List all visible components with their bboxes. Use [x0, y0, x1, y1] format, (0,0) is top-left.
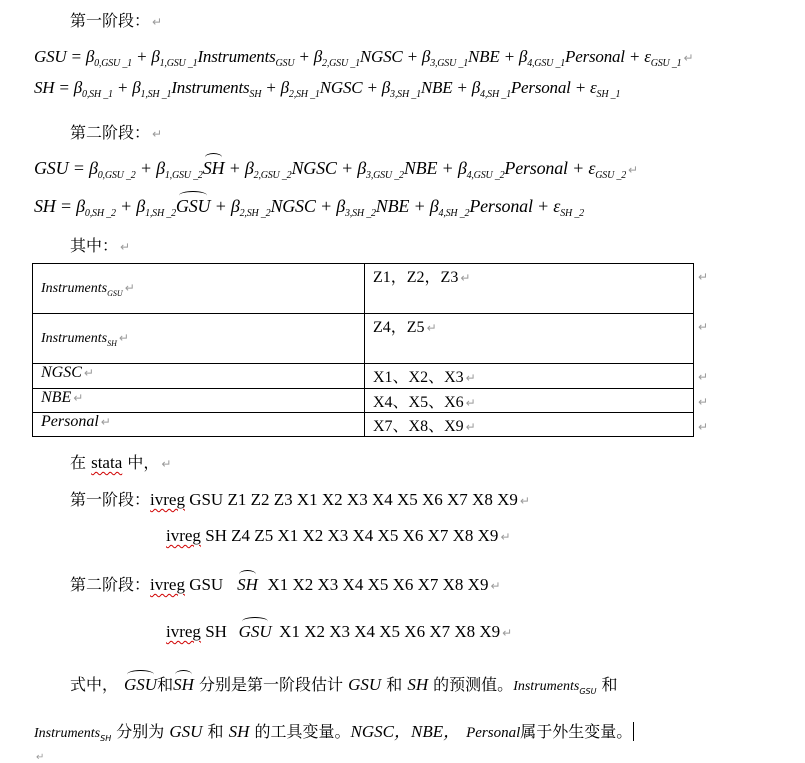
instruments-table: [32, 263, 694, 437]
table-row: [33, 364, 694, 389]
sh-hat: SH: [202, 158, 225, 178]
stata-intro: 在 stata 中， ↵: [70, 453, 172, 472]
stage1-equation-gsu: GSU = $\beta_{0,GSU \_1}$ + $\beta_{1,GSU \_1}Instruments_{GSU}$ + $\beta_{2,GSU \_1}NGSC + \beta_{3,GSU \_1}NBE$ + $\beta_{4,GSU \_1}Personal + \varepsilon_{GSU \_1}$ ↵: [34, 47, 694, 69]
table-cell-instruments: X4、X5、X6 ↵: [365, 389, 694, 413]
table-cell-variable: NBE ↵: [33, 389, 365, 413]
table-row: [33, 389, 694, 413]
table-cell-variable: Instruments$_{SH}$ ↵: [33, 314, 365, 364]
row-end-mark: ↵: [698, 270, 709, 284]
table-row: [33, 314, 694, 364]
table-cell-instruments: X7、X8、X9 ↵: [365, 413, 694, 437]
table-cell-variable: NGSC ↵: [33, 364, 365, 389]
row-end-mark: ↵: [698, 420, 709, 434]
table-cell-variable: Instruments$_{GSU}$ ↵: [33, 264, 365, 314]
row-end-mark: ↵: [698, 370, 709, 384]
table-cell-instruments: Z4，Z5 ↵: [365, 314, 694, 364]
explanation-line-2: Instruments$_{SH}$ 分别为 GSU 和 SH 的工具变量。NGSC，NBE， Personal属于外生变量。: [34, 722, 633, 743]
table-cell-variable: Personal ↵: [33, 413, 365, 437]
stage2-command-1: 第二阶段：ivreg GSU SH X1 X2 X3 X4 X5 X6 X7 X8 X9 ↵: [70, 575, 501, 594]
row-end-mark: ↵: [698, 395, 709, 409]
stage1-heading: 第一阶段： ↵: [70, 11, 163, 30]
table-row: [33, 264, 694, 314]
explanation-line-1: 式中， GSU和SH 分别是第一阶段估计 GSU 和 SH 的预测值。Instruments$_{GSU}$ 和: [70, 675, 618, 696]
stage2-heading: 第二阶段： ↵: [70, 123, 163, 142]
table-row: [33, 413, 694, 437]
text-cursor: [633, 722, 634, 741]
stage2-command-2: ivreg SH GSU X1 X2 X3 X4 X5 X6 X7 X8 X9 ↵: [166, 622, 513, 641]
table-cell-instruments: X1、X2、X3 ↵: [365, 364, 694, 389]
stage1-command-2: ivreg SH Z4 Z5 X1 X2 X3 X4 X5 X6 X7 X8 X9 ↵: [166, 526, 511, 545]
stage1-equation-sh: SH = $\beta_{0,SH \_1}$ + $\beta_{1,SH \_1}Instruments_{SH}$ + $\beta_{2,SH \_1}NGSC + \beta_{3,SH \_1}NBE$ + $\beta_{4,SH \_1}Personal + \varepsilon_{SH \_1}$: [34, 78, 621, 100]
row-end-mark: ↵: [698, 320, 709, 334]
table-cell-instruments: Z1，Z2，Z3 ↵: [365, 264, 694, 314]
stage2-equation-sh: SH = $\beta_{0,SH \_2} + \beta_{1,SH \_2}GSU$ + $\beta_{2,SH \_2}NGSC + \beta_{3,SH \_2}NBE$ + $\beta_{4,SH \_2}Personal + \varepsilon_{SH \_2}$: [34, 196, 584, 219]
gsu-hat: GSU: [175, 196, 211, 216]
stage1-command-1: 第一阶段：ivreg GSU Z1 Z2 Z3 X1 X2 X3 X4 X5 X6 X7 X8 X9 ↵: [70, 490, 530, 509]
stage2-equation-gsu: GSU = $\beta_{0,GSU \_2} + \beta_{1,GSU \_2}SH$ + $\beta_{2,GSU \_2}NGSC + \beta_{3,GSU \_2}NBE$ + $\beta_{4,GSU \_2}Personal + \varepsilon_{GSU \_2}$ ↵: [34, 158, 638, 181]
where-label: 其中： ↵: [70, 236, 131, 255]
trailing-paragraph-mark: ↵: [36, 752, 45, 763]
